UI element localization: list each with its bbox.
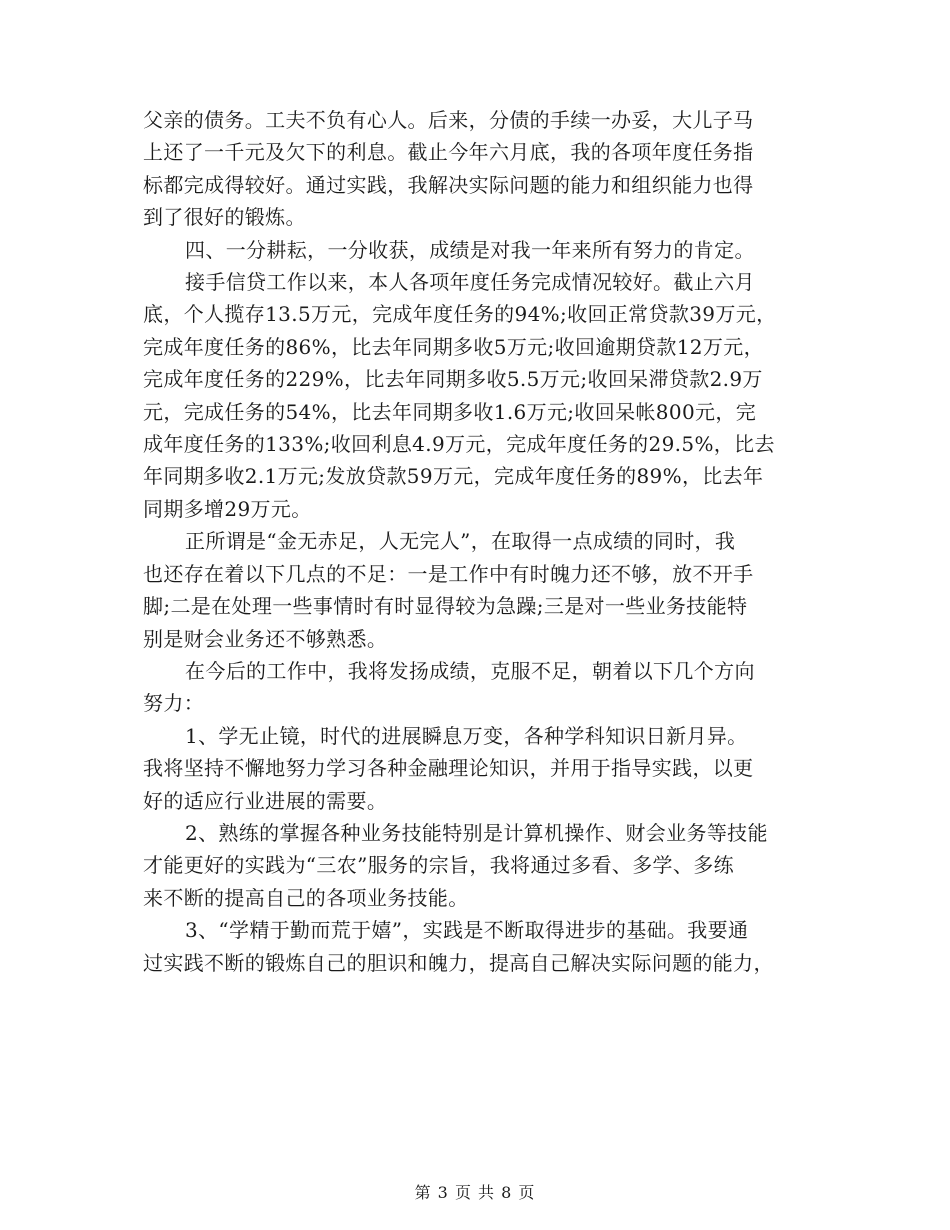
text-line: 正所谓是“金无赤足，人无完人”，在取得一点成绩的同时，我 [185,529,736,554]
text-line: 完成年度任务的86%，比去年同期多收5万元;收回逾期贷款12万元， [143,334,764,359]
text-line: 努力： [143,691,205,716]
text-line: 1、学无止镜，时代的进展瞬息万变，各种学科知识日新月异。 [185,723,748,748]
text-line: 完成年度任务的229%，比去年同期多收5.5万元;收回呆滞贷款2.9万 [143,367,763,392]
text-line: 四、一分耕耘，一分收获，成绩是对我一年来所有努力的肯定。 [185,237,755,262]
text-line: 父亲的债务。工夫不负有心人。后来，分债的手续一办妥，大儿子马 [143,108,754,132]
text-line: 在今后的工作中，我将发扬成绩，克服不足，朝着以下几个方向 [185,658,755,683]
text-line: 才能更好的实践为“三农”服务的宗旨，我将通过多看、多学、多练 [143,853,734,878]
text-line: 年同期多收2.1万元;发放贷款59万元，完成年度任务的89%，比去年 [143,464,764,489]
text-line: 来不断的提高自己的各项业务技能。 [143,885,469,910]
text-line: 接手信贷工作以来，本人各项年度任务完成情况较好。截止六月 [185,270,755,295]
text-line: 2、熟练的掌握各种业务技能特别是计算机操作、财会业务等技能 [185,820,768,845]
document-body [143,104,813,979]
text-line: 上还了一千元及欠下的利息。截止今年六月底，我的各项年度任务指 [143,140,754,165]
text-line: 元，完成任务的54%，比去年同期多收1.6万元;收回呆帐800元，完 [143,399,757,424]
page-number-footer: 第 3 页 共 8 页 [414,1183,536,1202]
text-line: 过实践不断的锻炼自己的胆识和魄力，提高自己解决实际问题的能力， [143,950,774,975]
text-line: 好的适应行业进展的需要。 [143,788,388,813]
text-line: 同期多增29万元。 [143,496,312,521]
text-line: 也还存在着以下几点的不足：一是工作中有时魄力还不够，放不开手 [143,561,754,586]
text-line: 成年度任务的133%;收回利息4.9万元，完成年度任务的29.5%，比去 [143,432,775,457]
text-line: 到了很好的锻炼。 [143,205,306,230]
text-line: 脚;二是在处理一些事情时有时显得较为急躁;三是对一些业务技能特 [143,594,748,619]
text-line: 底，个人揽存13.5万元，完成年度任务的94%;收回正常贷款39万元， [143,302,777,327]
text-line: 别是财会业务还不够熟悉。 [143,626,388,651]
text-line: 3、“学精于勤而荒于嬉”，实践是不断取得进步的基础。我要通 [185,918,749,943]
text-line: 标都完成得较好。通过实践，我解决实际问题的能力和组织能力也得 [143,172,754,197]
text-line: 我将坚持不懈地努力学习各种金融理论知识，并用于指导实践，以更 [143,756,754,781]
